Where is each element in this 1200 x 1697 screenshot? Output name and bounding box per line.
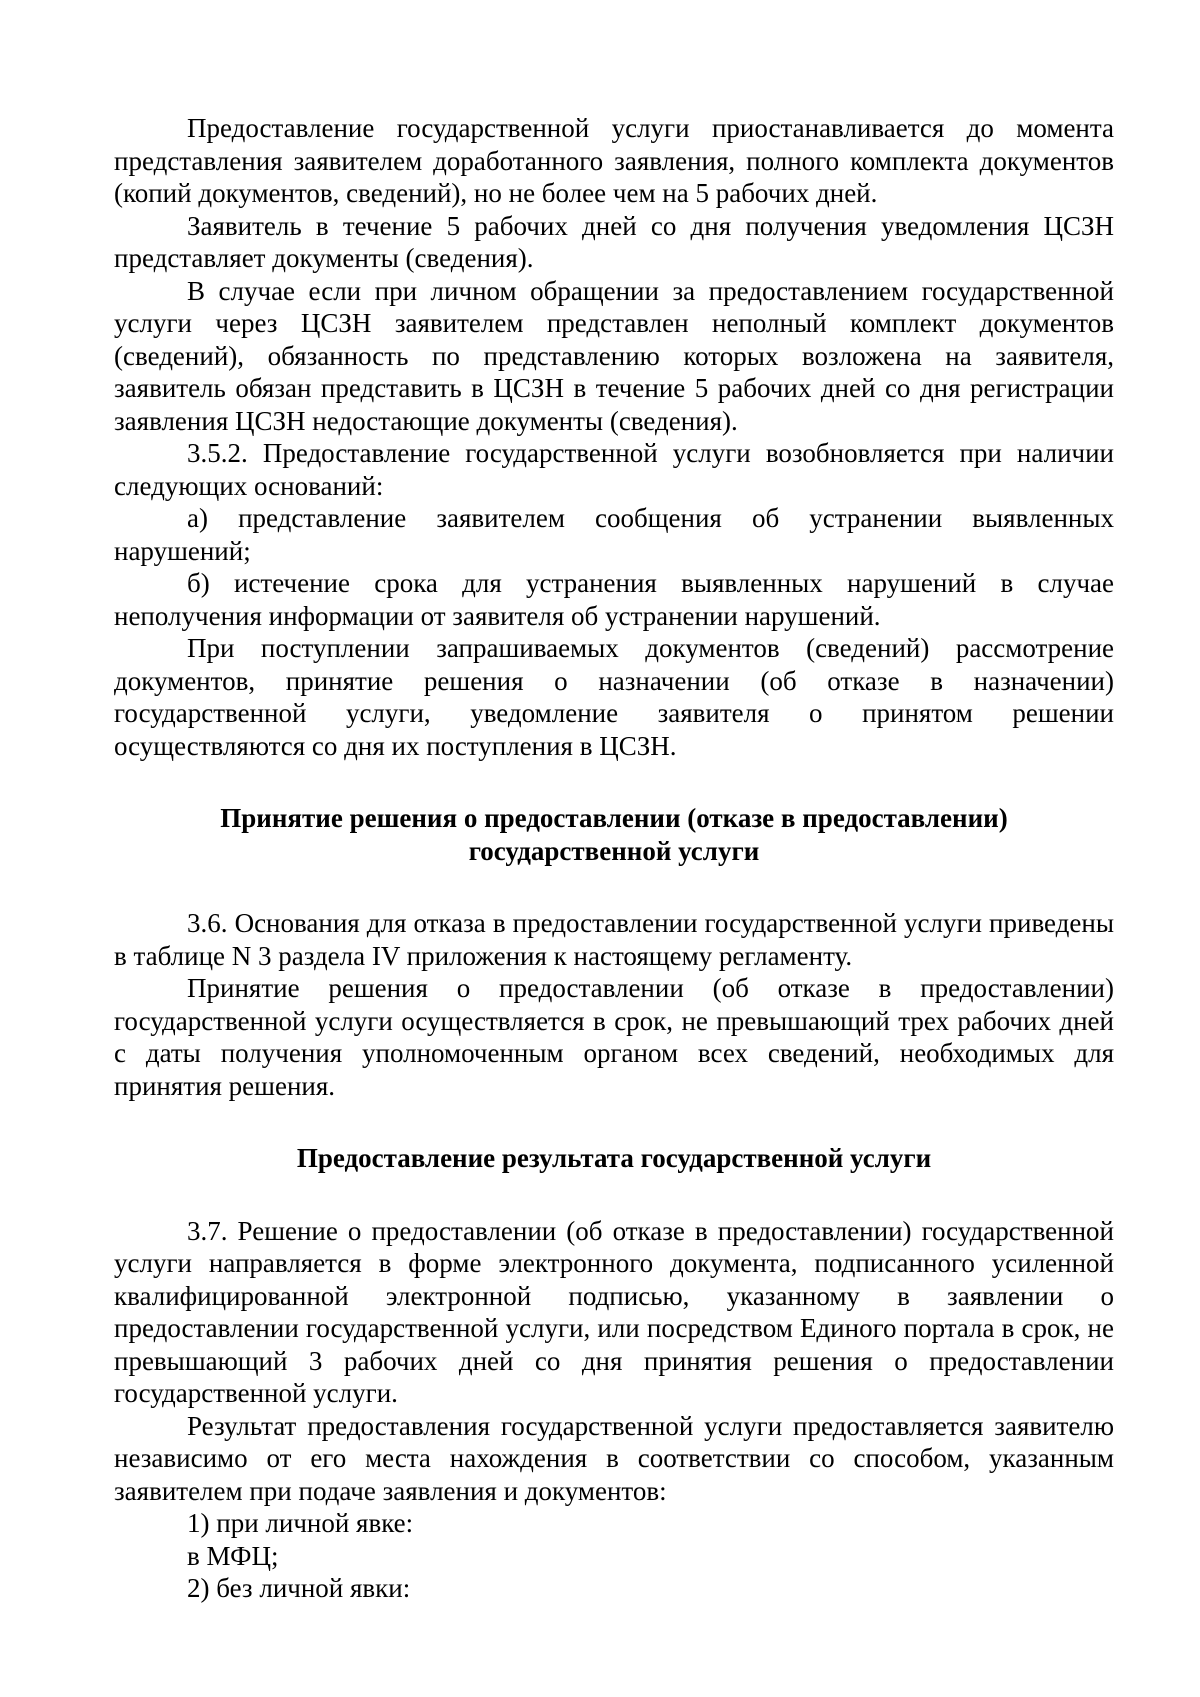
list-item: 2) без личной явки: — [187, 1573, 411, 1603]
section-heading-line: Принятие решения о предоставлении (отказе в предоставлении) — [220, 803, 1008, 833]
paragraph: Предоставление государственной услуги приостанавливается до момента представления заявителем доработанного заявления, полного комплекта документов (копий документов, сведений), но не более чем на 5 рабочих дней. — [114, 113, 1114, 208]
section-heading-line: государственной услуги — [468, 835, 760, 866]
paragraph: 3.5.2. Предоставление государственной услуги возобновляется при наличии следующих оснований: — [114, 438, 1114, 501]
paragraph: Принятие решения о предоставлении (об отказе в предоставлении) государственной услуги осуществляется в срок, не превышающий трех рабочих дней с даты получения уполномоченным органом всех сведений, необходимых для принятия решения. — [114, 973, 1114, 1101]
paragraph: 3.6. Основания для отказа в предоставлении государственной услуги приведены в таблице N 3 раздела IV приложения к настоящему регламенту. — [114, 908, 1114, 971]
section-heading-decision — [114, 802, 1114, 867]
list-item: 1) при личной явке: — [187, 1508, 414, 1538]
paragraph: Результат предоставления государственной услуги предоставляется заявителю независимо от его места нахождения в соответствии со способом, указанным заявителем при подаче заявления и документов: — [114, 1410, 1114, 1506]
paragraph: Заявитель в течение 5 рабочих дней со дня получения уведомления ЦСЗН представляет документы (сведения). — [114, 210, 1114, 273]
paragraph: В случае если при личном обращении за предоставлением государственной услуги через ЦСЗН заявителем представлен неполный комплект документов (сведений), обязанность по представлению которых возложена на заявителя, заявитель обязан представить в ЦСЗН в течение 5 рабочих дней со дня регистрации заявления ЦСЗН недостающие документы (сведения). — [114, 275, 1114, 436]
list-item: в МФЦ; — [187, 1540, 279, 1571]
document-body — [114, 112, 1114, 1605]
paragraph: При поступлении запрашиваемых документов (сведений) рассмотрение документов, принятие решения о назначении (об отказе в назначении) государственной услуги, уведомление заявителя о принятом решении осуществляются со дня их поступления в ЦСЗН. — [114, 633, 1114, 761]
paragraph: 3.7. Решение о предоставлении (об отказе в предоставлении) государственной услуги направляется в форме электронного документа, подписанного усиленной квалифицированной электронной подписью, указанному в заявлении о предоставлении государственной услуги, или посредством Единого портала в срок, не превышающий 3 рабочих дней со дня принятия решения о предоставлении государственной услуги. — [114, 1215, 1114, 1408]
paragraph: б) истечение срока для устранения выявленных нарушений в случае неполучения информации от заявителя об устранении нарушений. — [114, 568, 1114, 631]
paragraph: а) представление заявителем сообщения об устранении выявленных нарушений; — [114, 503, 1114, 566]
section-heading-result: Предоставление результата государственной услуги — [296, 1143, 932, 1173]
